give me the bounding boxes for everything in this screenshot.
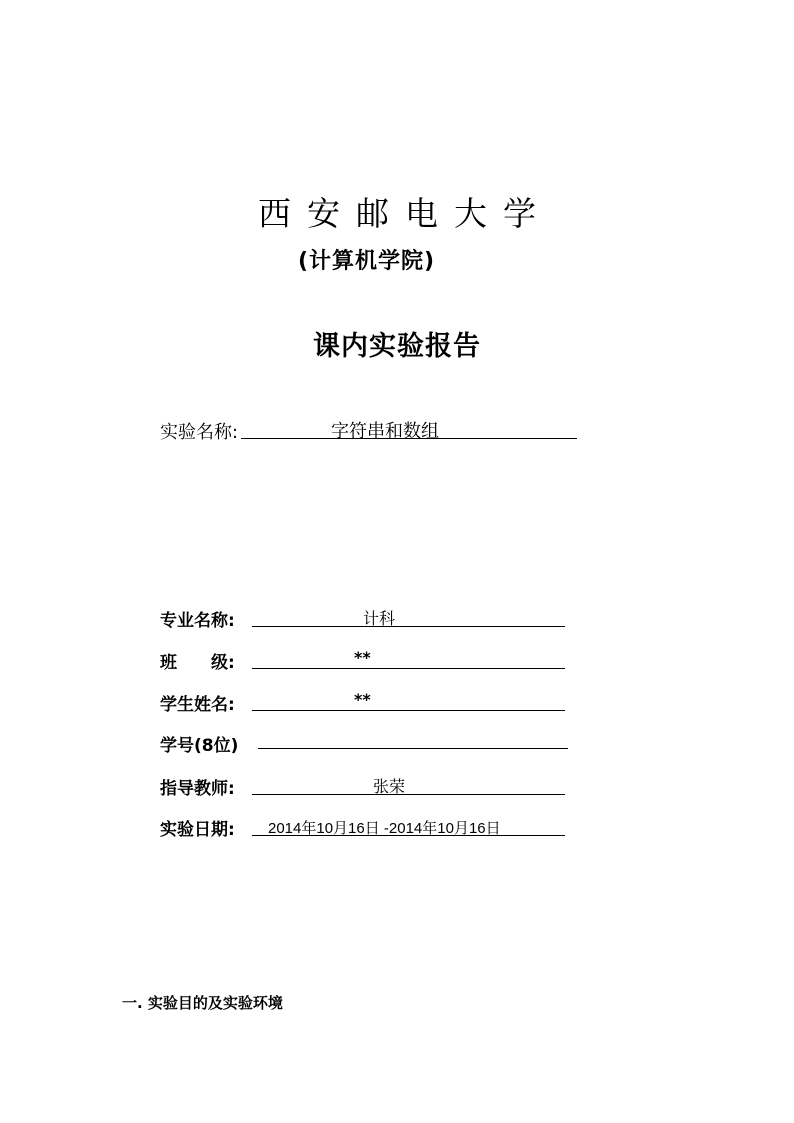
instructor-value: 张荣	[373, 777, 406, 796]
university-title: 西安邮电大学	[258, 194, 552, 233]
major-value: 计科	[363, 609, 396, 628]
major-field	[252, 606, 565, 627]
experiment-name-field	[241, 416, 577, 442]
report-title: 课内实验报告	[313, 331, 481, 362]
college-name: (计算机学院)	[298, 249, 436, 274]
student-name-field	[252, 690, 565, 711]
student-id-field	[258, 728, 568, 749]
student-name-label: 学生姓名:	[160, 695, 235, 715]
date-label: 实验日期:	[160, 820, 235, 840]
date-field	[252, 815, 565, 836]
date-value: 2014年10月16日 -2014年10月16日	[268, 820, 501, 837]
instructor-field	[252, 774, 565, 795]
class-label: 班 级:	[160, 653, 235, 673]
student-id-label: 学号(8位)	[160, 736, 239, 756]
experiment-name-label: 实验名称:	[160, 422, 239, 443]
class-field	[252, 648, 565, 669]
section-heading: 一. 实验目的及实验环境	[122, 994, 283, 1012]
class-value: **	[354, 648, 371, 667]
instructor-label: 指导教师:	[160, 779, 235, 799]
student-name-value: **	[354, 690, 371, 709]
experiment-name-value: 字符串和数组	[331, 421, 439, 442]
major-label: 专业名称:	[160, 611, 235, 631]
